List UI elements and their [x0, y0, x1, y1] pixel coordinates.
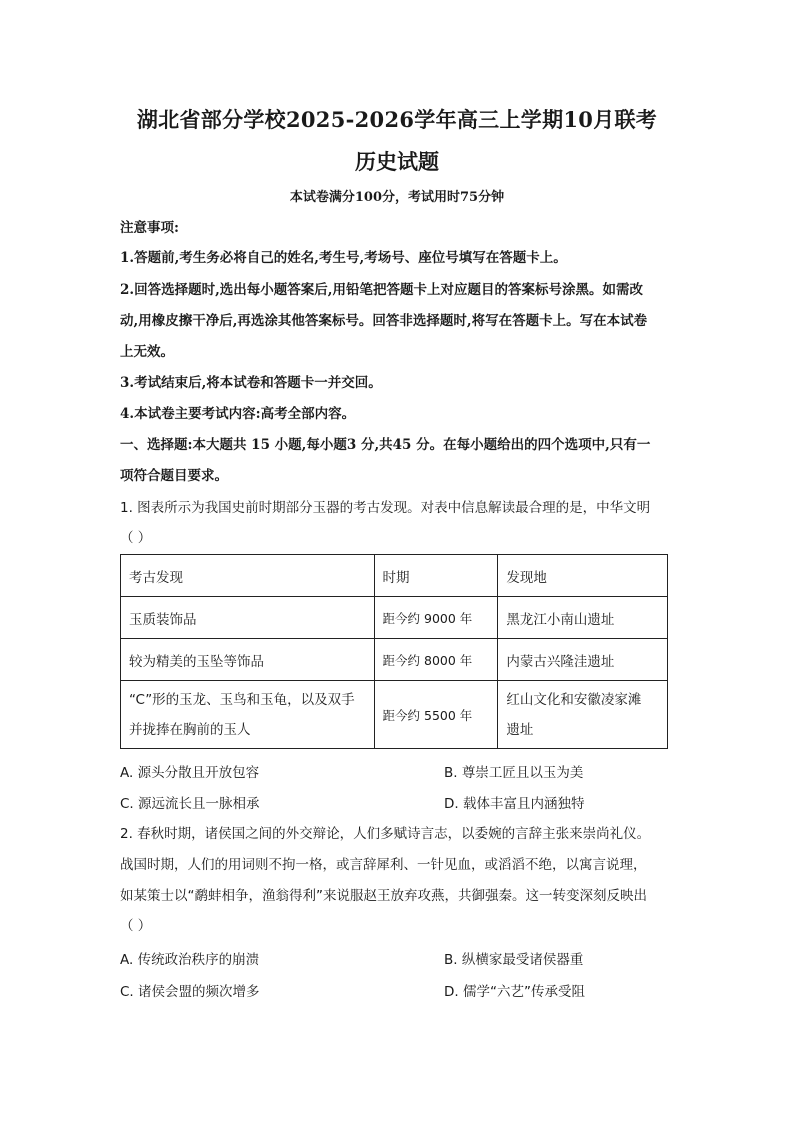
table-header-row — [121, 555, 668, 597]
q1-option-b: B. 尊崇工匠且以玉为美 — [444, 765, 584, 781]
q1-stem-line-1: 1. 图表所示为我国史前时期部分玉器的考古发现。对表中信息解读最合理的是，中华文明 — [120, 500, 651, 516]
note-4: 4.本试卷主要考试内容:高考全部内容。 — [120, 406, 356, 422]
q1-option-c: C. 源远流长且一脉相承 — [120, 796, 260, 812]
exam-info: 本试卷满分100分，考试用时75分钟 — [289, 190, 505, 205]
table-cell-line: 红山文化和安徽凌家滩 — [506, 691, 642, 708]
section-heading-line-1: 一、选择题:本大题共 15 小题,每小题3 分,共45 分。在每小题给出的四个选项中,只有一 — [120, 437, 651, 453]
note-2-line-3: 上无效。 — [120, 344, 174, 360]
q2-option-b: B. 纵横家最受诸侯器重 — [444, 952, 584, 968]
q2-option-a: A. 传统政治秩序的崩溃 — [120, 952, 260, 968]
q2-stem-blank: （ ） — [120, 918, 152, 934]
table-cell: 距今约 5500 年 — [374, 681, 498, 749]
table-cell: 内蒙古兴隆洼遗址 — [498, 639, 668, 681]
table-cell: 距今约 8000 年 — [374, 639, 498, 681]
table-cell: 黑龙江小南山遗址 — [498, 597, 668, 639]
table-header-cell: 时期 — [374, 555, 498, 597]
table-cell-line: 并拢捧在胸前的玉人 — [129, 721, 251, 738]
table-cell-line: “C”形的玉龙、玉鸟和玉龟，以及双手 — [129, 691, 355, 708]
table-cell — [121, 681, 375, 749]
q1-stem-blank: （ ） — [120, 530, 152, 546]
table-header-cell: 考古发现 — [121, 555, 375, 597]
table-cell-line: 遗址 — [506, 721, 534, 738]
table-cell: 较为精美的玉坠等饰品 — [121, 639, 375, 681]
q2-option-d: D. 儒学“六艺”传承受阻 — [444, 984, 585, 1000]
note-1: 1.答题前,考生务必将自己的姓名,考生号,考场号、座位号填写在答题卡上。 — [120, 250, 567, 266]
table-header-cell: 发现地 — [498, 555, 668, 597]
q1-table — [120, 554, 668, 749]
table-row — [121, 681, 668, 749]
q1-option-d: D. 载体丰富且内涵独特 — [444, 796, 585, 812]
table-row — [121, 639, 668, 681]
subject-title: 历史试题 — [355, 149, 439, 174]
q2-stem-line-1: 2. 春秋时期，诸侯国之间的外交辩论，人们多赋诗言志，以委婉的言辞主张来崇尚礼仪。 — [120, 826, 651, 842]
notes-heading: 注意事项: — [120, 220, 179, 236]
note-2-line-2: 动,用橡皮擦干净后,再选涂其他答案标号。回答非选择题时,将写在答题卡上。写在本试卷 — [120, 313, 648, 329]
table-cell: 距今约 9000 年 — [374, 597, 498, 639]
note-2-line-1: 2.回答选择题时,选出每小题答案后,用铅笔把答题卡上对应题目的答案标号涂黑。如需改 — [120, 282, 643, 298]
table-cell: 玉质装饰品 — [121, 597, 375, 639]
q2-stem-line-3: 如某策士以“鹬蚌相争，渔翁得利”来说服赵王放弃攻燕，共御强秦。这一转变深刻反映出 — [120, 888, 647, 904]
table-row — [121, 597, 668, 639]
q2-option-c: C. 诸侯会盟的频次增多 — [120, 984, 260, 1000]
exam-title: 湖北省部分学校2025-2026学年高三上学期10月联考 — [136, 107, 658, 132]
q1-option-a: A. 源头分散且开放包容 — [120, 765, 260, 781]
q2-stem-line-2: 战国时期，人们的用词则不拘一格，或言辞犀利、一针见血，或滔滔不绝，以寓言说理， — [120, 857, 647, 873]
note-3: 3.考试结束后,将本试卷和答题卡一并交回。 — [120, 375, 382, 391]
table-cell — [498, 681, 668, 749]
section-heading-line-2: 项符合题目要求。 — [120, 468, 228, 484]
